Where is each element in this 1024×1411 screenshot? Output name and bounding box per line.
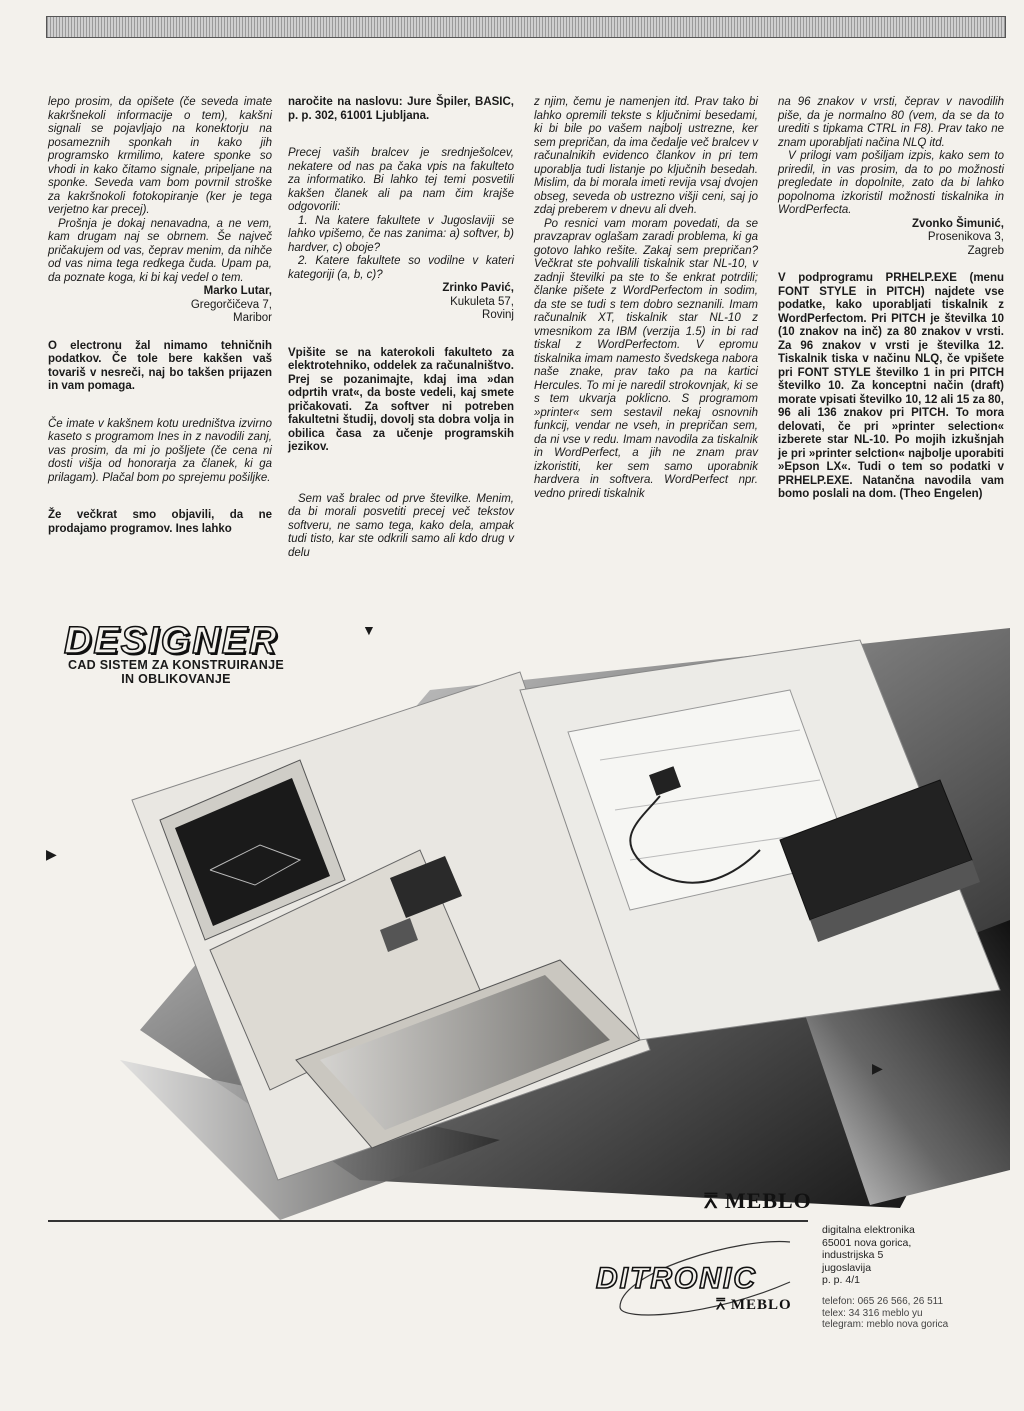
company-contact: telefon: 065 26 566, 26 511 telex: 34 316 meblo yu telegram: meblo nova gorica: [822, 1296, 949, 1330]
signature-name: Marko Lutar,: [203, 285, 272, 297]
signature-city: Maribor: [233, 312, 272, 324]
signature-city: Rovinj: [482, 309, 514, 321]
editor-answer: V podprogramu PRHELP.EXE (menu FONT STYLE in PITCH) najdete vse podatke, kako uporabljati tiskalnik z WordPerfectom. Pri PITCH je številka 10 (10 znakov na inč) za 80 znakov v vrsti. Za 96 znakov v vrsti je številka 12. Tiskalnik tiska v načinu NLQ, če vpišete pri FONT STYLE številko 1 in pri PITCH številko 10. Za konceptni način (draft) morate vpisati številko 10, 12 ali 15 za 80, 96 ali 136 znakov pri PITCH. To mora delovati, če pri »printer selection« izberete star NL-10. Po mojih izkušnjah je pri »printer selction« najbolje uporabiti »Epson LX«. Tudi o tem so podatki v PRHELP.EXE. Natančna navodila vam bomo poslali na dom. (Theo Engelen): [778, 272, 1004, 500]
meblo-icon: ⩞: [704, 1188, 719, 1213]
editor-answer: Že večkrat smo objavili, da ne prodajamo programov. Ines lahko: [48, 509, 272, 535]
signature: [48, 285, 272, 326]
column-3: [534, 96, 758, 501]
ad-subtitle: CAD SISTEM ZA KONSTRUIRANJE IN OBLIKOVANJE: [68, 658, 284, 686]
letter-text: Precej vaših bralcev je srednješolcev, nekatere od nas pa čaka vpis na fakulteto za informatiko. Bi lahko tej temi posvetili kakšen članek ali pa nam čim krajše odgovorili:: [288, 147, 514, 213]
triangle-marker-icon: ▶: [872, 1060, 883, 1076]
signature-city: Zagreb: [967, 244, 1004, 257]
editor-answer: naročite na naslovu: Jure Špiler, BASIC, p. p. 302, 61001 Ljubljana.: [288, 96, 514, 122]
letter-text: V prilogi vam pošiljam izpis, kako sem to priredil, in vas prosim, da to po možnosti pregledate in dopolnite, zato da bi lahko popolnoma izkoristil možnosti tiskalnika in WordPerfecta.: [778, 150, 1004, 216]
ad-title: DESIGNER: [64, 620, 279, 662]
signature-name: Zvonko Šimunić,: [911, 217, 1004, 230]
meblo-icon: ⩞: [716, 1297, 727, 1313]
letter-text: z njim, čemu je namenjen itd. Prav tako bi lahko opremili tekste s ključnimi besedami, ki bi bile po vašem najbolj ustrezne, ker sem prepričan, da ima čedalje več bralcev v računalnikih evidenco člankov in pri tem uporablja tudi listanje po ključnih besedah. Mislim, da bi morala imeti revija vsaj dvojen obseg, seveda ob ustrezno višji ceni, saj jo zdaj preberem v dnevu ali dveh.: [534, 96, 758, 216]
signature-name: Zrinko Pavić,: [442, 282, 514, 294]
signature-street: Gregorčičeva 7,: [190, 298, 272, 311]
advertisement: [0, 620, 1024, 1411]
letter-text: Po resnici vam moram povedati, da se pravzaprav oglašam zaradi problema, ki ga gotovo lahko rešite. Zakaj sem prepričan? Večkrat ste pohvalili tiskalnik star NL-10, v zadnji številki pa ste to še enkrat potrdili; članke pišete z WordPerfectom in sodim, da ste se tudi s tem dobro seznanili. Imam računalnik XT, tiskalnik star NL-10 z vmesnikom za IBM (verzija 1.5) in bi rad tiskal z WordPerfectom. V epromu tiskalnika imam namesto švedskega nabora naše znake, prav tako pa na kartici Hercules. To mi je naredil strokovnjak, ki se s tem ukvarja poklicno. S programom »printer« sem sestavil nekaj osnovnih funkcij, vendar ne vseh, in prepričan sem, da ni vse v redu. Imam navodila za tiskalnik in WordPerfect, a jih ne znam prav izkoristiti, ker sem samo uporabnik hardvera in softvera. WordPerfect npr. vedno priredi tiskalnik: [534, 217, 758, 500]
letter-text: na 96 znakov v vrsti, čeprav v navodilih piše, da je normalno 80 (vem, da se da to urediti s tipkama CTRL in F8). Prav tako ne znam uporabljati načina NLQ itd.: [778, 96, 1004, 149]
column-2: [288, 96, 514, 560]
letter-text: Sem vaš bralec od prve številke. Menim, da bi morali posvetiti precej več tekstov softveru, ne samo tega, kako dela, ampak tudi tisto, kar ste odkrili samo ali kdo drug v delu: [288, 492, 514, 559]
ditronic-logo: DITRONIC: [596, 1262, 757, 1295]
letter-text: Prošnja je dokaj nenavadna, a ne vem, kam drugam naj se obrnem. Še največ pričakujem od vas, čeprav menim, da nihče od vas nima tega redkega čuda. Upam pa, da poznate koga, ki bi kaj vedel o tem.: [48, 217, 272, 284]
signature-street: Kukuleta 57,: [450, 295, 514, 308]
header-bar: [46, 16, 1006, 38]
triangle-marker-icon: ▶: [46, 846, 57, 862]
signature: [288, 282, 514, 323]
signature: [778, 218, 1004, 259]
editor-answer: O electronu žal nimamo tehničnih podatkov. Če tole bere kakšen vaš tovariš v nesreči, naj bo takšen prijazen in vam pomaga.: [48, 339, 272, 392]
editor-answer: Vpišite se na katerokoli fakulteto za elektrotehniko, oddelek za računalništvo. Prej se pozanimajte, kdaj ima »dan odprtih vrat«, da boste vedeli, kaj smete pričakovati. Za softver ni potreben fakultetni študij, dovolj sta dobra volja in obilica časa za učenje programskih jezikov.: [288, 346, 514, 453]
company-address: digitalna elektronika 65001 nova gorica, industrijska 5 jugoslavija p. p. 4/1: [822, 1224, 915, 1286]
letter-text: Če imate v kakšnem kotu uredništva izvirno kaseto s programom Ines in z navodili zanj, vas prosim, da mi jo pošljete (če cena ni dosti višja od honorarja za članek, ki ga prilagam). Plačal bom po sprejemu pošiljke.: [48, 417, 272, 484]
question-2: 2. Katere fakultete so vodilne v kateri kategoriji (a, b, c)?: [288, 255, 514, 281]
meblo-logo-top: ⩞ MEBLO: [704, 1188, 812, 1213]
divider-line: [48, 1220, 808, 1222]
ad-artwork: [0, 620, 1024, 1411]
column-1: [48, 96, 272, 536]
meblo-logo-bottom: ⩞ MEBLO: [716, 1297, 792, 1313]
column-4: [778, 96, 1004, 502]
signature-street: Prosenikova 3,: [927, 231, 1004, 243]
letter-text: lepo prosim, da opišete (če seveda imate kakršnekoli informacije o tem), kakšni signali se pojavljajo na konektorju na posameznih sponkah in kako jih programsko krmilimo, katere sponke so vhodi in kako čitamo signale, pripeljane na sponke. Seveda vam bom povrnil stroške za kakršnokoli fotokopiranje (ker je tega verjetno kar precej).: [48, 96, 272, 216]
question-1: 1. Na katere fakultete v Jugoslaviji se lahko vpišemo, če nas zanima: a) softver, b) hardver, c) oboje?: [288, 214, 514, 254]
triangle-marker-icon: ▼: [362, 622, 376, 638]
